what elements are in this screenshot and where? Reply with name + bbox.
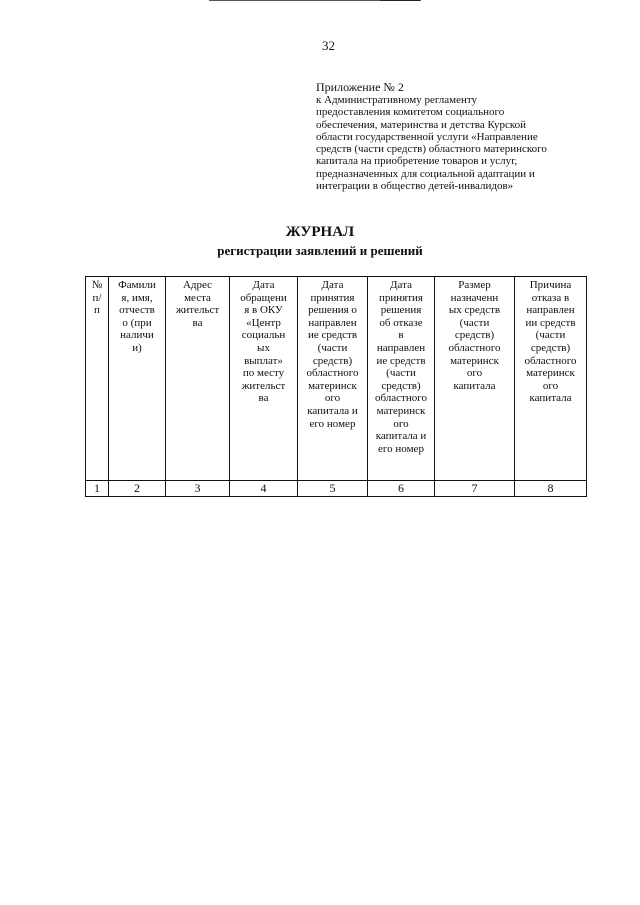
header-cell-address: Адрес места жительст ва [166, 277, 230, 481]
column-number-cell: 3 [166, 481, 230, 497]
appendix-heading: Приложение № 2 [316, 80, 404, 94]
journal-title: ЖУРНАЛ [285, 224, 355, 240]
header-cell-amount: Размер назначенн ых средств (части средств) областного материнск ого капитала [435, 277, 515, 481]
column-number-cell: 8 [515, 481, 587, 497]
column-number-cell: 4 [230, 481, 298, 497]
column-number-cell: 5 [298, 481, 368, 497]
appendix-line: предназначенных для социальной адаптации и [316, 167, 535, 180]
table-row-column-numbers [86, 481, 587, 497]
registration-table [85, 276, 587, 497]
header-cell-approval-decision-date: Дата принятия решения о направлен ие средств (части средств) областного материнск ого капитала и его номер [298, 277, 368, 481]
appendix-line: к Административному регламенту [316, 94, 478, 106]
column-number-cell: 2 [109, 481, 166, 497]
page-number: 32 [322, 38, 335, 53]
appendix-line: обеспечения, материнства и детства Курской [316, 118, 527, 131]
appendix-line: средств (части средств) областного материнского [316, 143, 547, 156]
header-cell-full-name: Фамили я, имя, отчеств о (при наличи и) [109, 277, 166, 481]
column-number-cell: 7 [435, 481, 515, 497]
column-number-cell: 6 [368, 481, 435, 497]
journal-subtitle: регистрации заявлений и решений [217, 243, 423, 258]
header-cell-refusal-decision-date: Дата принятия решения об отказе в направлен ие средств (части средств) областного материнск ого капитала и его номер [368, 277, 435, 481]
column-number-cell: 1 [86, 481, 109, 497]
appendix-line: области государственной услуги «Направление [316, 130, 538, 143]
appendix-line: предоставления комитетом социального [316, 106, 505, 119]
table-header-row [86, 277, 587, 481]
appendix-block [316, 80, 588, 192]
header-cell-refusal-reason: Причина отказа в направлен ии средств (части средств) областного материнск ого капитала [515, 277, 587, 481]
appendix-line: капитала на приобретение товаров и услуг, [316, 155, 518, 168]
top-edge-line-dark [380, 0, 420, 2]
header-cell-number: № п/ п [86, 277, 109, 481]
appendix-line: интеграции в общество детей-инвалидов» [316, 180, 514, 193]
header-cell-application-date: Дата обращени я в ОКУ «Центр социальн ых выплат» по месту жительст ва [230, 277, 298, 481]
